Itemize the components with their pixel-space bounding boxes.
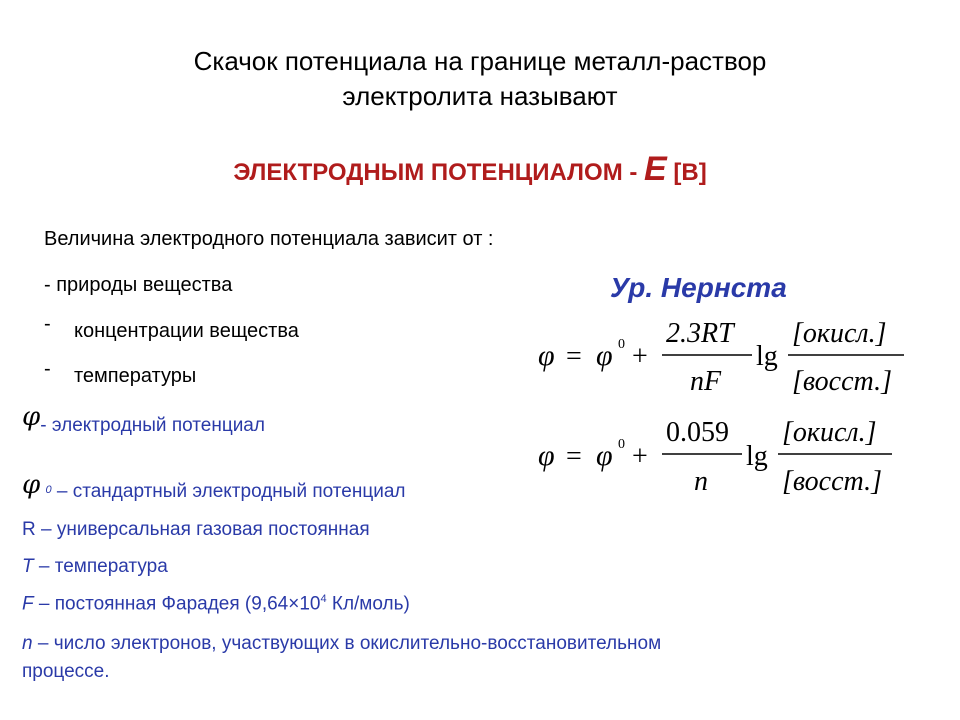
phi0-superscript: 0: [618, 337, 625, 352]
legend-phi0-desc: – стандартный электродный потенциал: [51, 481, 406, 502]
phi-symbol: φ: [538, 439, 555, 472]
n-symbol: n: [22, 633, 33, 654]
headline-letter: E: [644, 150, 667, 188]
legend-n: [22, 630, 661, 686]
legend-n-line-2: процессе.: [22, 661, 110, 682]
headline-text: ЭЛЕКТРОДНЫМ ПОТЕНЦИАЛОМ -: [233, 159, 645, 186]
headline-unit: [В]: [666, 159, 707, 186]
coef-numerator: 0.059: [666, 417, 729, 448]
conc-denominator: [восст.]: [792, 366, 892, 397]
bullet-dash: -: [44, 313, 51, 335]
legend-F-desc-b: Кл/моль): [326, 593, 410, 615]
dependency-item-label: температуры: [74, 365, 197, 387]
plus-sign: +: [632, 441, 648, 472]
T-symbol: T: [22, 556, 34, 577]
coef-numerator: 2.3RT: [666, 318, 734, 349]
legend-phi-desc: - электродный потенциал: [40, 415, 265, 436]
legend-R: R – универсальная газовая постоянная: [22, 519, 370, 540]
slide-title: [0, 44, 960, 114]
dependency-item-nature: - природы вещества: [44, 274, 233, 296]
phi-symbol: φ: [22, 402, 41, 432]
coef-denominator: n: [694, 466, 708, 497]
equals-sign: =: [566, 341, 582, 372]
dependency-item-temperature: [44, 358, 197, 388]
equals-sign: =: [566, 441, 582, 472]
phi0-symbol: φ: [596, 439, 613, 472]
legend-F-desc-a: – постоянная Фарадея (9,64×10: [33, 593, 321, 615]
legend-F: [22, 593, 410, 615]
lg-operator: lg: [756, 341, 778, 372]
phi-symbol: φ: [538, 339, 555, 372]
headline: [0, 150, 940, 189]
phi0-superscript: 0: [618, 437, 625, 452]
legend-phi0: [22, 470, 405, 500]
legend-phi: [22, 402, 265, 436]
coef-denominator: nF: [690, 366, 722, 397]
lg-operator: lg: [746, 441, 768, 472]
legend-T-desc: – температура: [33, 556, 168, 577]
dependency-intro: Величина электродного потенциала зависит от :: [44, 228, 494, 250]
plus-sign: +: [632, 341, 648, 372]
conc-numerator: [окисл.]: [782, 417, 877, 448]
legend-n-desc-1: – число электронов, участвующих в окислительно-восстановительном: [32, 633, 662, 654]
dependency-item-concentration: [44, 313, 299, 343]
dependency-item-label: концентрации вещества: [74, 320, 299, 342]
phi0-symbol: φ: [22, 470, 41, 500]
title-line-1: Скачок потенциала на границе металл-раствор: [193, 46, 767, 76]
nernst-formula-2: [530, 408, 920, 500]
bullet-dash: -: [44, 358, 51, 380]
phi0-superscript: 0: [45, 484, 52, 496]
nernst-formula-1: [530, 310, 920, 400]
phi0-symbol: φ: [596, 339, 613, 372]
conc-denominator: [восст.]: [782, 466, 882, 497]
legend-T: [22, 556, 168, 578]
title-line-2: электролита называют: [342, 81, 618, 111]
F-exponent: 4: [320, 593, 327, 605]
legend-n-line-1: [22, 630, 661, 658]
F-symbol: F: [22, 593, 34, 615]
nernst-label: Ур. Нернста: [610, 272, 787, 303]
conc-numerator: [окисл.]: [792, 318, 887, 349]
